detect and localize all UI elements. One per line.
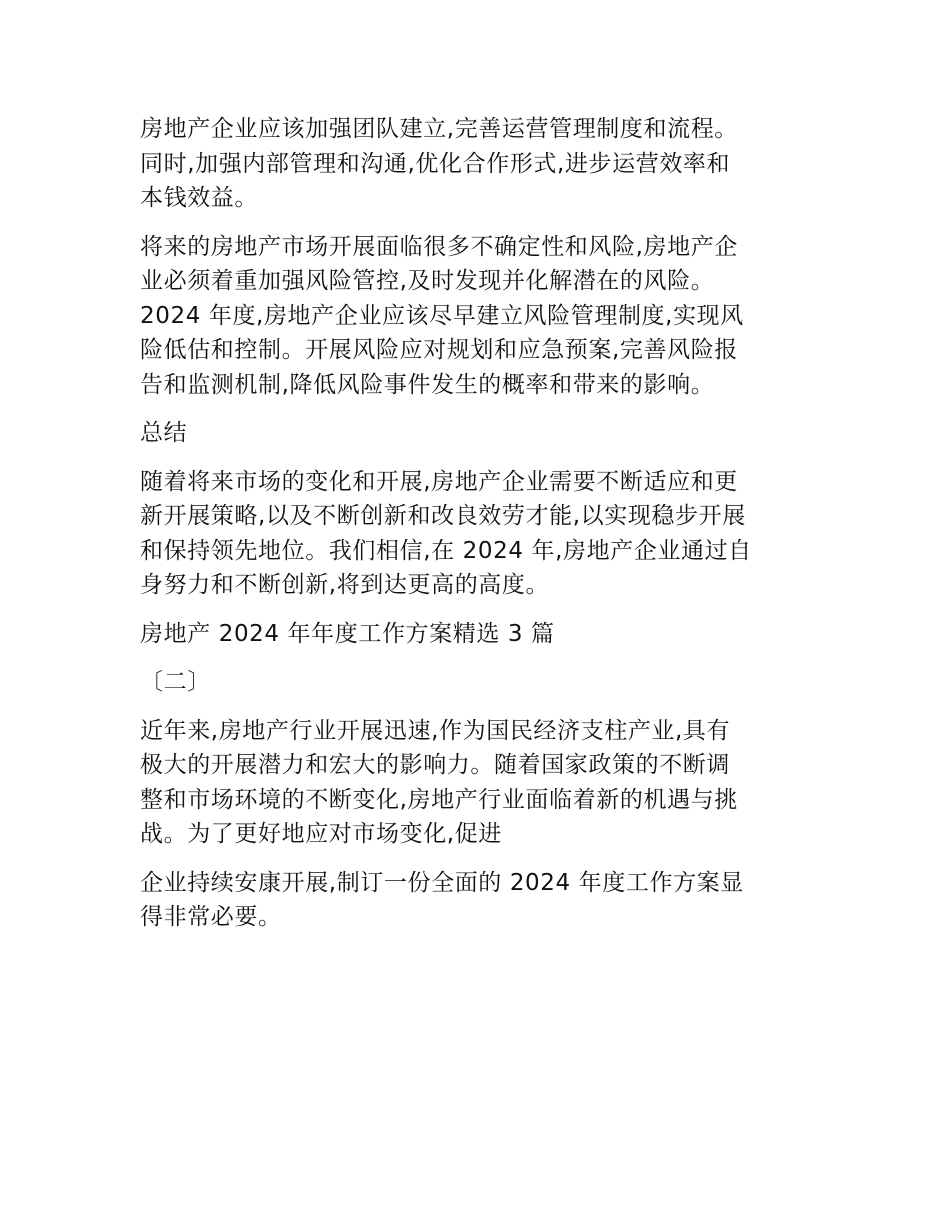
text-line: 本钱效益。	[140, 185, 258, 211]
text-line: 同时,加强内部管理和沟通,优化合作形式,进步运营效率和	[140, 150, 731, 177]
paragraph-industry-background	[140, 714, 820, 852]
text-line: 和保持领先地位。我们相信,在 2024 年,房地产企业通过自	[140, 537, 752, 564]
text-line: 身努力和不断创新,将到达更高的高度。	[140, 572, 550, 598]
paragraph-plan-necessity	[140, 866, 820, 935]
heading-text: 房地产 2024 年年度工作方案精选 3 篇	[140, 620, 555, 647]
section-heading-title	[140, 617, 820, 652]
paragraph-team-building	[140, 112, 820, 216]
text-line: 近年来,房地产行业开展迅速,作为国民经济支柱产业,具有	[140, 717, 731, 744]
text-line: 告和监测机制,降低风险事件发生的概率和带来的影响。	[140, 371, 715, 398]
paragraph-summary	[140, 465, 820, 603]
text-line: 极大的开展潜力和宏大的影响力。随着国家政策的不断调	[140, 752, 730, 778]
text-line: 业必须着重加强风险管控,及时发现并化解潜在的风险。	[140, 268, 715, 294]
document-body	[140, 112, 820, 949]
section-heading-part-two	[140, 665, 820, 700]
paragraph-risk-control	[140, 230, 820, 403]
text-line: 得非常必要。	[140, 904, 282, 930]
text-line: 将来的房地产市场开展面临很多不确定性和风险,房地产企	[140, 233, 738, 260]
text-line: 2024 年度,房地产企业应该尽早建立风险管理制度,实现风	[140, 302, 744, 329]
text-line: 险低估和控制。开展风险应对规划和应急预案,完善风险报	[140, 337, 738, 363]
section-heading-summary	[140, 416, 820, 451]
text-line: 房地产企业应该加强团队建立,完善运营管理制度和流程。	[140, 116, 738, 142]
text-line: 战。为了更好地应对市场变化,促进	[140, 821, 502, 847]
heading-text: 〔二〕	[140, 669, 211, 695]
text-line: 整和市场环境的不断变化,房地产行业面临着新的机遇与挑	[140, 786, 738, 813]
text-line: 随着将来市场的变化和开展,房地产企业需要不断适应和更	[140, 468, 738, 495]
heading-text: 总结	[140, 420, 188, 446]
text-line: 新开展策略,以及不断创新和改良效劳才能,以实现稳步开展	[140, 503, 746, 529]
text-line: 企业持续安康开展,制订一份全面的 2024 年度工作方案显	[140, 869, 744, 896]
